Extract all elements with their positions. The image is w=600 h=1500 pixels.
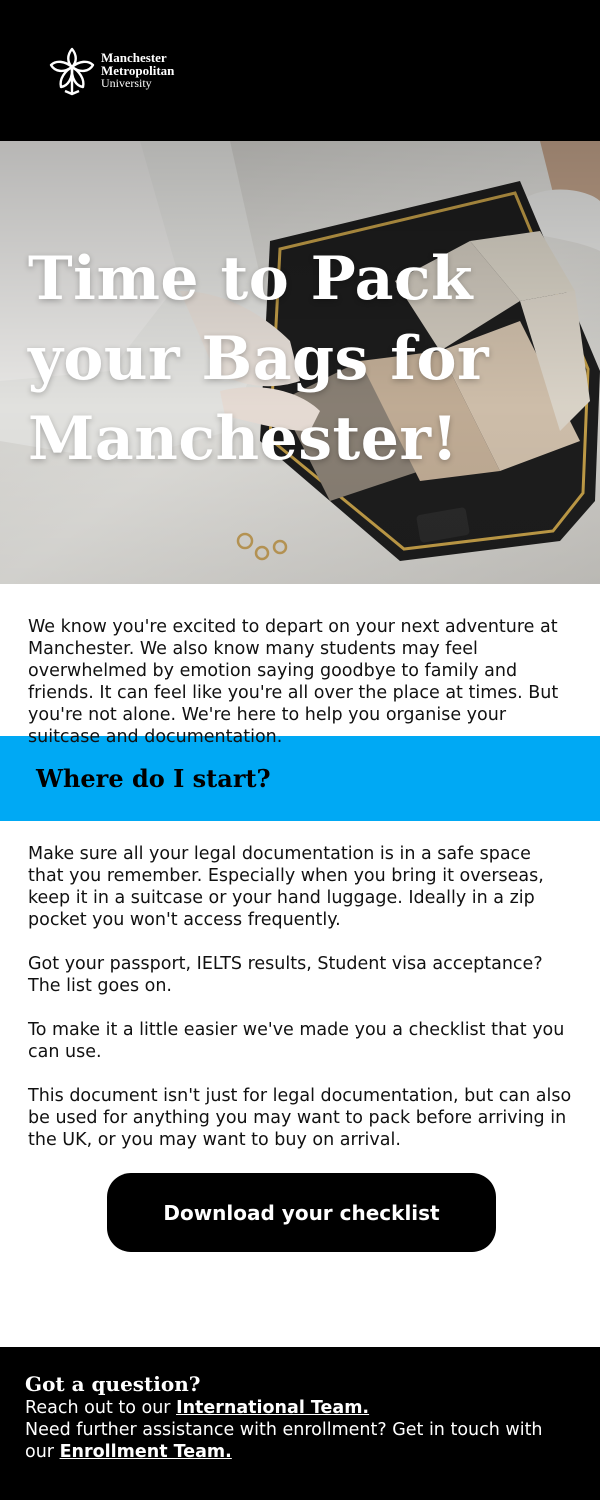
footer-line-enrollment <box>25 1419 575 1463</box>
intro-paragraph: We know you're excited to depart on your next adventure at Manchester. We also know many students may feel overwhelmed by emotion saying goodbye to family and friends. It can feel like you're all over the place at times. But you're not alone. We're here to help you organise your suitcase and documentation. <box>28 617 559 747</box>
hero-banner <box>0 141 600 584</box>
cta-container <box>28 1173 572 1252</box>
download-checklist-button[interactable]: Download your checklist <box>107 1173 496 1252</box>
enrollment-team-link[interactable]: Enrollment Team. <box>59 1442 232 1462</box>
logo-line-3: University <box>101 76 152 90</box>
email-header <box>0 0 600 141</box>
international-team-link[interactable]: International Team. <box>176 1398 370 1418</box>
flower-logo-icon <box>47 45 97 97</box>
footer <box>0 1347 600 1500</box>
logo-line-2: Metropolitan <box>101 63 175 78</box>
paragraph-checklist: To make it a little easier we've made you a checklist that you can use. <box>28 1020 565 1062</box>
paragraph-documentation: Make sure all your legal documentation is in a safe space that you remember. Especially when you bring it overseas, keep it in a suitcase or your hand luggage. Ideally in a zip pocket you won't access frequently. <box>28 844 544 930</box>
logo-wordmark <box>101 51 174 90</box>
section-band <box>0 736 600 821</box>
paragraph-document-use: This document isn't just for legal documentation, but can also be used for anything you may want to pack before arriving in the UK, or you may want to buy on arrival. <box>28 1086 572 1150</box>
logo-line-1: Manchester <box>101 50 167 65</box>
footer-heading: Got a question? <box>25 1372 201 1396</box>
footer-line-international-text: Reach out to our <box>25 1398 177 1418</box>
section-heading: Where do I start? <box>36 764 271 793</box>
paragraph-passport: Got your passport, IELTS results, Student visa acceptance? The list goes on. <box>28 954 543 996</box>
section-content <box>0 821 600 1252</box>
footer-line-enrollment-text: Need further assistance with enrollment? Get in touch with our <box>25 1420 543 1462</box>
footer-line-international <box>25 1397 575 1419</box>
hero-title: Time to Pack your Bags for Manchester! <box>28 244 490 474</box>
university-logo[interactable] <box>47 45 174 97</box>
